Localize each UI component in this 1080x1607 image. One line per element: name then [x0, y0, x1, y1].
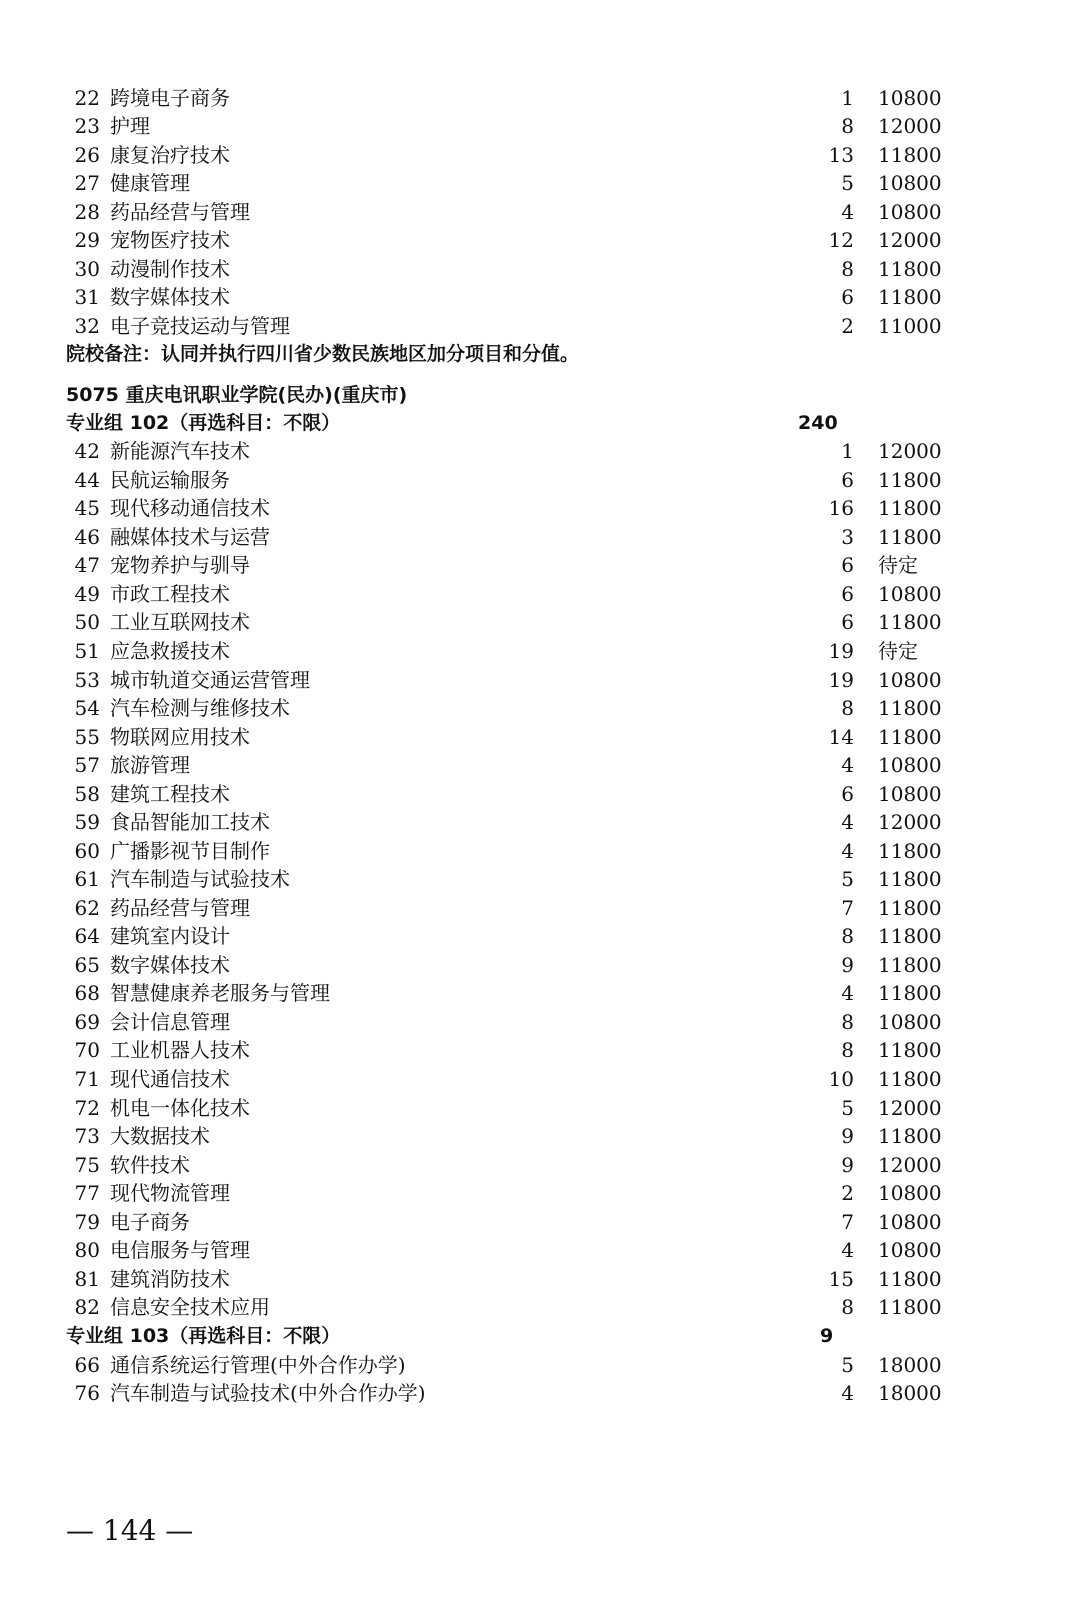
tuition-fee: 11800 [878, 924, 942, 948]
major-name: 智慧健康养老服务与管理 [110, 981, 330, 1005]
plan-count: 8 [841, 114, 854, 138]
major-code: 82 [74, 1295, 100, 1319]
table-row [0, 1008, 1080, 1037]
major-name: 康复治疗技术 [110, 143, 230, 167]
plan-count: 8 [841, 1295, 854, 1319]
major-name: 汽车检测与维修技术 [110, 696, 290, 720]
table-row [0, 979, 1080, 1008]
major-name: 物联网应用技术 [110, 725, 250, 749]
table-row [0, 1379, 1080, 1408]
plan-count: 15 [828, 1267, 854, 1291]
major-code: 75 [74, 1153, 100, 1177]
plan-count: 2 [841, 1181, 854, 1205]
table-row [0, 84, 1080, 113]
major-code: 22 [74, 86, 100, 110]
table-row [0, 780, 1080, 809]
tuition-fee: 10800 [878, 1010, 942, 1034]
major-code: 46 [74, 525, 100, 549]
tuition-fee: 12000 [878, 439, 942, 463]
major-code: 51 [74, 639, 100, 663]
table-row [0, 255, 1080, 284]
major-code: 77 [74, 1181, 100, 1205]
tuition-fee: 10800 [878, 668, 942, 692]
table-row [0, 1122, 1080, 1151]
plan-count: 6 [841, 782, 854, 806]
tuition-fee: 11800 [878, 143, 942, 167]
tuition-fee: 11000 [878, 314, 942, 338]
school-heading [0, 381, 1080, 410]
table-row [0, 1265, 1080, 1294]
table-row [0, 1236, 1080, 1265]
major-code: 45 [74, 496, 100, 520]
major-name: 汽车制造与试验技术(中外合作办学) [110, 1381, 426, 1405]
tuition-fee: 10800 [878, 86, 942, 110]
major-name: 现代通信技术 [110, 1067, 230, 1091]
tuition-fee: 11800 [878, 1038, 942, 1062]
plan-count: 5 [841, 1096, 854, 1120]
major-code: 81 [74, 1267, 100, 1291]
plan-count: 7 [841, 896, 854, 920]
plan-count: 4 [841, 1238, 854, 1262]
table-row [0, 283, 1080, 312]
plan-count: 6 [841, 610, 854, 634]
major-name: 应急救援技术 [110, 639, 230, 663]
page-number: — 144 — [66, 1514, 194, 1547]
table-row [0, 580, 1080, 609]
major-name: 机电一体化技术 [110, 1096, 250, 1120]
major-name: 数字媒体技术 [110, 285, 230, 309]
table-row [0, 1151, 1080, 1180]
major-code: 26 [74, 143, 100, 167]
major-code: 59 [74, 810, 100, 834]
table-row [0, 1293, 1080, 1322]
plan-count: 1 [841, 86, 854, 110]
tuition-fee: 11800 [878, 257, 942, 281]
table-row [0, 865, 1080, 894]
tuition-fee: 10800 [878, 171, 942, 195]
plan-count: 5 [841, 171, 854, 195]
major-name: 会计信息管理 [110, 1010, 230, 1034]
plan-count: 8 [841, 696, 854, 720]
major-code: 79 [74, 1210, 100, 1234]
major-code: 29 [74, 228, 100, 252]
table-row [0, 551, 1080, 580]
major-name: 融媒体技术与运营 [110, 525, 270, 549]
major-code: 32 [74, 314, 100, 338]
table-row [0, 666, 1080, 695]
major-code: 60 [74, 839, 100, 863]
table-row [0, 169, 1080, 198]
major-name: 电信服务与管理 [110, 1238, 250, 1262]
major-name: 电子商务 [110, 1210, 190, 1234]
major-name: 药品经营与管理 [110, 896, 250, 920]
table-row [0, 437, 1080, 466]
major-code: 54 [74, 696, 100, 720]
major-group-label: 专业组 102（再选科目：不限） [66, 412, 341, 434]
tuition-fee: 11800 [878, 839, 942, 863]
table-row [0, 312, 1080, 341]
major-name: 软件技术 [110, 1153, 190, 1177]
major-code: 72 [74, 1096, 100, 1120]
table-row [0, 466, 1080, 495]
plan-count: 5 [841, 1353, 854, 1377]
table-row [0, 751, 1080, 780]
plan-count: 8 [841, 924, 854, 948]
table-row [0, 112, 1080, 141]
major-code: 47 [74, 553, 100, 577]
plan-count: 14 [828, 725, 854, 749]
plan-count: 16 [828, 496, 854, 520]
table-row [0, 837, 1080, 866]
major-name: 城市轨道交通运营管理 [110, 668, 310, 692]
major-name: 跨境电子商务 [110, 86, 230, 110]
major-name: 建筑室内设计 [110, 924, 230, 948]
major-name: 宠物养护与驯导 [110, 553, 250, 577]
major-name: 工业机器人技术 [110, 1038, 250, 1062]
major-name: 广播影视节目制作 [110, 839, 270, 863]
major-name: 建筑工程技术 [110, 782, 230, 806]
tuition-fee: 18000 [878, 1353, 942, 1377]
plan-count: 7 [841, 1210, 854, 1234]
table-row [0, 523, 1080, 552]
plan-count: 3 [841, 525, 854, 549]
table-row [0, 1351, 1080, 1380]
major-code: 65 [74, 953, 100, 977]
school-note [0, 340, 1080, 369]
plan-count: 8 [841, 1038, 854, 1062]
major-code: 68 [74, 981, 100, 1005]
plan-count: 6 [841, 582, 854, 606]
plan-count: 4 [841, 200, 854, 224]
tuition-fee: 10800 [878, 753, 942, 777]
major-code: 62 [74, 896, 100, 920]
major-code: 49 [74, 582, 100, 606]
major-name: 现代物流管理 [110, 1181, 230, 1205]
table-row [0, 608, 1080, 637]
table-row [0, 494, 1080, 523]
major-name: 通信系统运行管理(中外合作办学) [110, 1353, 406, 1377]
tuition-fee: 11800 [878, 285, 942, 309]
major-code: 42 [74, 439, 100, 463]
plan-count: 19 [828, 668, 854, 692]
tuition-fee: 11800 [878, 1267, 942, 1291]
tuition-fee: 11800 [878, 468, 942, 492]
table-row [0, 808, 1080, 837]
plan-count: 4 [841, 981, 854, 1005]
plan-count: 8 [841, 257, 854, 281]
tuition-fee: 11800 [878, 981, 942, 1005]
major-name: 汽车制造与试验技术 [110, 867, 290, 891]
tuition-fee: 10800 [878, 1181, 942, 1205]
major-code: 31 [74, 285, 100, 309]
tuition-fee: 11800 [878, 696, 942, 720]
table-row [0, 637, 1080, 666]
major-name: 食品智能加工技术 [110, 810, 270, 834]
school-title: 5075 重庆电讯职业学院(民办)(重庆市) [66, 384, 408, 406]
major-name: 大数据技术 [110, 1124, 210, 1148]
tuition-fee: 11800 [878, 496, 942, 520]
major-code: 73 [74, 1124, 100, 1148]
major-group-count: 9 [820, 1325, 834, 1347]
tuition-fee: 11800 [878, 1067, 942, 1091]
major-name: 民航运输服务 [110, 468, 230, 492]
tuition-fee: 10800 [878, 1210, 942, 1234]
plan-count: 6 [841, 553, 854, 577]
tuition-fee: 10800 [878, 782, 942, 806]
table-row [0, 1036, 1080, 1065]
major-name: 健康管理 [110, 171, 190, 195]
table-row [0, 1065, 1080, 1094]
major-code: 76 [74, 1381, 100, 1405]
tuition-fee: 11800 [878, 953, 942, 977]
major-name: 市政工程技术 [110, 582, 230, 606]
plan-count: 19 [828, 639, 854, 663]
major-name: 新能源汽车技术 [110, 439, 250, 463]
tuition-fee: 11800 [878, 525, 942, 549]
major-name: 建筑消防技术 [110, 1267, 230, 1291]
plan-count: 4 [841, 839, 854, 863]
major-code: 30 [74, 257, 100, 281]
plan-count: 1 [841, 439, 854, 463]
major-name: 信息安全技术应用 [110, 1295, 270, 1319]
major-code: 44 [74, 468, 100, 492]
major-code: 27 [74, 171, 100, 195]
table-row [0, 1179, 1080, 1208]
major-code: 66 [74, 1353, 100, 1377]
major-code: 61 [74, 867, 100, 891]
table-row [0, 922, 1080, 951]
plan-count: 2 [841, 314, 854, 338]
plan-count: 6 [841, 468, 854, 492]
major-name: 电子竞技运动与管理 [110, 314, 290, 338]
plan-count: 10 [828, 1067, 854, 1091]
tuition-fee: 10800 [878, 200, 942, 224]
school-note-text: 院校备注：认同并执行四川省少数民族地区加分项目和分值。 [66, 343, 580, 365]
major-code: 69 [74, 1010, 100, 1034]
table-row [0, 894, 1080, 923]
tuition-fee: 18000 [878, 1381, 942, 1405]
tuition-fee: 12000 [878, 810, 942, 834]
major-name: 护理 [110, 114, 150, 138]
major-code: 57 [74, 753, 100, 777]
plan-count: 13 [828, 143, 854, 167]
table-row [0, 141, 1080, 170]
table-row [0, 1208, 1080, 1237]
table-row [0, 951, 1080, 980]
tuition-fee: 11800 [878, 1124, 942, 1148]
tuition-fee: 11800 [878, 896, 942, 920]
major-name: 动漫制作技术 [110, 257, 230, 281]
major-group-count: 240 [798, 412, 838, 434]
major-code: 64 [74, 924, 100, 948]
major-group-heading [0, 1322, 1080, 1351]
table-row [0, 1094, 1080, 1123]
plan-count: 9 [841, 1153, 854, 1177]
plan-count: 9 [841, 1124, 854, 1148]
major-code: 23 [74, 114, 100, 138]
plan-count: 4 [841, 753, 854, 777]
major-name: 现代移动通信技术 [110, 496, 270, 520]
tuition-fee: 10800 [878, 1238, 942, 1262]
tuition-fee: 12000 [878, 1153, 942, 1177]
major-code: 71 [74, 1067, 100, 1091]
table-row [0, 226, 1080, 255]
tuition-fee: 待定 [878, 639, 918, 663]
plan-count: 12 [828, 228, 854, 252]
major-code: 70 [74, 1038, 100, 1062]
plan-count: 4 [841, 810, 854, 834]
major-code: 58 [74, 782, 100, 806]
major-code: 53 [74, 668, 100, 692]
plan-count: 4 [841, 1381, 854, 1405]
tuition-fee: 11800 [878, 867, 942, 891]
tuition-fee: 12000 [878, 228, 942, 252]
plan-count: 5 [841, 867, 854, 891]
major-name: 工业互联网技术 [110, 610, 250, 634]
plan-count: 8 [841, 1010, 854, 1034]
major-name: 旅游管理 [110, 753, 190, 777]
table-row [0, 198, 1080, 227]
tuition-fee: 11800 [878, 610, 942, 634]
major-group-heading [0, 409, 1080, 438]
major-group-label: 专业组 103（再选科目：不限） [66, 1325, 341, 1347]
tuition-fee: 11800 [878, 725, 942, 749]
tuition-fee: 12000 [878, 114, 942, 138]
plan-count: 9 [841, 953, 854, 977]
major-code: 55 [74, 725, 100, 749]
tuition-fee: 待定 [878, 553, 918, 577]
major-code: 80 [74, 1238, 100, 1262]
plan-count: 6 [841, 285, 854, 309]
tuition-fee: 11800 [878, 1295, 942, 1319]
table-row [0, 694, 1080, 723]
table-row [0, 723, 1080, 752]
tuition-fee: 10800 [878, 582, 942, 606]
major-name: 药品经营与管理 [110, 200, 250, 224]
major-code: 50 [74, 610, 100, 634]
major-code: 28 [74, 200, 100, 224]
tuition-fee: 12000 [878, 1096, 942, 1120]
major-name: 数字媒体技术 [110, 953, 230, 977]
major-name: 宠物医疗技术 [110, 228, 230, 252]
